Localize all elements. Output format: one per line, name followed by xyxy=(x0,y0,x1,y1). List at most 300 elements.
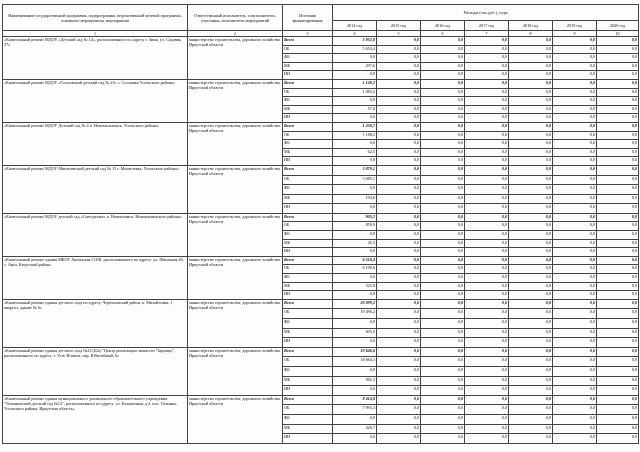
expense-value: 0,0 xyxy=(465,62,509,71)
funding-source: МБ xyxy=(283,239,333,248)
expense-value: 0,0 xyxy=(465,319,509,329)
expense-value: 0,0 xyxy=(553,434,597,444)
expense-value: 0,0 xyxy=(553,148,597,157)
expense-value: 0,0 xyxy=(509,79,553,88)
expense-value: 0,0 xyxy=(509,45,553,54)
header-year: 2017 год xyxy=(465,21,509,31)
expense-value: 0,0 xyxy=(421,122,465,131)
funding-source: ФБ xyxy=(283,414,333,424)
header-year: 2018 год xyxy=(509,21,553,31)
expense-value: 0,0 xyxy=(377,105,421,114)
expense-value: 0,0 xyxy=(553,265,597,274)
expense-value: 194,0 xyxy=(333,194,377,204)
expense-value: 0,0 xyxy=(421,328,465,338)
expense-value: 0,0 xyxy=(597,122,639,131)
budget-table xyxy=(2,4,639,444)
expense-value: 0,0 xyxy=(553,165,597,175)
expense-value: 0,0 xyxy=(465,328,509,338)
expense-value: 0,0 xyxy=(421,222,465,231)
expense-value: 0,0 xyxy=(597,105,639,114)
expense-value: 0,0 xyxy=(553,347,597,357)
expense-value: 0,0 xyxy=(377,122,421,131)
expense-value: 0,0 xyxy=(597,131,639,140)
expense-value: 0,0 xyxy=(421,213,465,222)
header-year: 2014 год xyxy=(333,21,377,31)
expense-value: 8 414,0 xyxy=(333,395,377,405)
expense-value: 0,0 xyxy=(597,248,639,257)
expense-value: 0,0 xyxy=(421,231,465,240)
expense-value: 0,0 xyxy=(597,165,639,175)
column-index: 3 xyxy=(283,31,333,37)
expense-value: 0,0 xyxy=(377,88,421,97)
expense-value: 0,0 xyxy=(421,309,465,319)
expense-value: 0,0 xyxy=(509,309,553,319)
expense-value: 0,0 xyxy=(597,386,639,396)
expense-value: 0,0 xyxy=(421,140,465,149)
expense-value: 0,0 xyxy=(597,405,639,415)
expense-value: 325,8 xyxy=(333,282,377,291)
expense-value: 0,0 xyxy=(421,357,465,367)
funding-source: ОБ xyxy=(283,265,333,274)
funding-source: ОБ xyxy=(283,88,333,97)
expense-value: 0,0 xyxy=(465,122,509,131)
expense-value: 0,0 xyxy=(377,175,421,185)
expense-value: 0,0 xyxy=(465,140,509,149)
expense-value: 0,0 xyxy=(377,424,421,434)
expense-value: 0,0 xyxy=(377,45,421,54)
expense-value: 0,0 xyxy=(421,114,465,123)
expense-value: 0,0 xyxy=(421,131,465,140)
expense-value: 0,0 xyxy=(377,148,421,157)
expense-value: 0,0 xyxy=(333,414,377,424)
table-row xyxy=(3,347,639,357)
expense-value: 0,0 xyxy=(421,265,465,274)
column-index: 5 xyxy=(377,31,421,37)
expense-value: 0,0 xyxy=(465,347,509,357)
header-expenses: Расходы (тыс.руб.), годы xyxy=(333,5,639,21)
table-row xyxy=(3,299,639,309)
expense-value: 0,0 xyxy=(421,395,465,405)
expense-value: 0,0 xyxy=(465,131,509,140)
expense-value: 0,0 xyxy=(377,357,421,367)
expense-value: 5 654,4 xyxy=(333,45,377,54)
table-row xyxy=(3,165,639,175)
funding-source: МБ xyxy=(283,376,333,386)
table-row xyxy=(3,37,639,46)
measure-name: «Капитальный ремонт здания детского сада №23 (62а) "Центр реализации личности "Зарница", расположенного по адресу: г. Усть-Илимск, пер. Юбилейный, 6» xyxy=(3,347,188,395)
expense-value: 0,0 xyxy=(597,239,639,248)
expense-value: 0,0 xyxy=(509,185,553,195)
expense-value: 0,0 xyxy=(509,405,553,415)
budget-table-sheet xyxy=(2,4,638,444)
expense-value: 0,0 xyxy=(465,231,509,240)
expense-value: 0,0 xyxy=(377,213,421,222)
expense-value: 0,0 xyxy=(465,386,509,396)
expense-value: 0,0 xyxy=(421,165,465,175)
expense-value: 0,0 xyxy=(377,299,421,309)
expense-value: 5 952,0 xyxy=(333,37,377,46)
expense-value: 0,0 xyxy=(333,54,377,63)
expense-value: 0,0 xyxy=(597,45,639,54)
expense-value: 0,0 xyxy=(377,395,421,405)
expense-value: 0,0 xyxy=(509,274,553,283)
expense-value: 0,0 xyxy=(509,165,553,175)
expense-value: 0,0 xyxy=(333,97,377,106)
funding-source: ОБ xyxy=(283,131,333,140)
funding-source: Всего xyxy=(283,165,333,175)
expense-value: 20 099,2 xyxy=(333,299,377,309)
expense-value: 0,0 xyxy=(553,97,597,106)
expense-value: 0,0 xyxy=(509,131,553,140)
funding-source: Всего xyxy=(283,37,333,46)
funding-source: ИИ xyxy=(283,114,333,123)
expense-value: 0,0 xyxy=(597,71,639,80)
funding-source: ФБ xyxy=(283,231,333,240)
column-index: 4 xyxy=(333,31,377,37)
table-row xyxy=(3,79,639,88)
measure-executor: министерство строительства, дорожного хозяйства Иркутской области xyxy=(188,256,283,299)
expense-value: 0,0 xyxy=(465,175,509,185)
expense-value: 0,0 xyxy=(597,140,639,149)
expense-value: 0,0 xyxy=(553,140,597,149)
expense-value: 0,0 xyxy=(553,45,597,54)
expense-value: 0,0 xyxy=(421,256,465,265)
funding-source: ИИ xyxy=(283,71,333,80)
expense-value: 0,0 xyxy=(421,62,465,71)
measure-name: «Капитальный ремонт МДОУ Мишелевский детский сад № 15 г. Мишелевка, Усольского района» xyxy=(3,165,188,213)
expense-value: 0,0 xyxy=(465,434,509,444)
expense-value: 0,0 xyxy=(421,175,465,185)
expense-value: 0,0 xyxy=(465,88,509,97)
expense-value: 0,0 xyxy=(553,414,597,424)
expense-value: 0,0 xyxy=(597,319,639,329)
column-index: 1 xyxy=(3,31,188,37)
expense-value: 0,0 xyxy=(553,222,597,231)
expense-value: 0,0 xyxy=(377,222,421,231)
expense-value: 0,0 xyxy=(377,386,421,396)
expense-value: 0,0 xyxy=(333,434,377,444)
expense-value: 18 664,3 xyxy=(333,357,377,367)
expense-value: 603,0 xyxy=(333,328,377,338)
expense-value: 0,0 xyxy=(421,194,465,204)
column-index: 7 xyxy=(465,31,509,37)
expense-value: 0,0 xyxy=(597,88,639,97)
expense-value: 0,0 xyxy=(421,434,465,444)
expense-value: 0,0 xyxy=(421,319,465,329)
expense-value: 0,0 xyxy=(553,231,597,240)
expense-value: 0,0 xyxy=(421,45,465,54)
expense-value: 0,0 xyxy=(421,97,465,106)
funding-source: ИИ xyxy=(283,291,333,300)
measure-executor: министерство строительства, дорожного хозяйства Иркутской области xyxy=(188,79,283,122)
expense-value: 297,6 xyxy=(333,62,377,71)
expense-value: 0,0 xyxy=(553,366,597,376)
expense-value: 0,0 xyxy=(377,54,421,63)
measure-executor: министерство строительства, дорожного хозяйства Иркутской области xyxy=(188,37,283,80)
expense-value: 0,0 xyxy=(377,194,421,204)
expense-value: 0,0 xyxy=(465,165,509,175)
measure-executor: министерство строительства, дорожного хозяйства Иркутской области xyxy=(188,165,283,213)
funding-source: Всего xyxy=(283,79,333,88)
expense-value: 0,0 xyxy=(509,88,553,97)
expense-value: 0,0 xyxy=(465,114,509,123)
funding-source: Всего xyxy=(283,347,333,357)
expense-value: 0,0 xyxy=(333,157,377,166)
expense-value: 0,0 xyxy=(465,256,509,265)
expense-value: 0,0 xyxy=(509,54,553,63)
expense-value: 0,0 xyxy=(597,291,639,300)
funding-source: Всего xyxy=(283,256,333,265)
expense-value: 0,0 xyxy=(509,395,553,405)
header-name: Наименование государственной программы, подпрограммы, ведомственной целевой программы, основного мероприятия, мероприятия xyxy=(3,5,188,31)
expense-value: 905,2 xyxy=(333,213,377,222)
expense-value: 0,0 xyxy=(377,338,421,348)
expense-value: 0,0 xyxy=(509,265,553,274)
funding-source: МБ xyxy=(283,328,333,338)
expense-value: 0,0 xyxy=(421,424,465,434)
expense-value: 0,0 xyxy=(553,291,597,300)
expense-value: 0,0 xyxy=(333,71,377,80)
expense-value: 0,0 xyxy=(553,309,597,319)
expense-value: 0,0 xyxy=(333,248,377,257)
measure-name: «Капитальный ремонт МДОУ «Сосновский детский сад № 23» с. Сосновка Усольского района» xyxy=(3,79,188,122)
expense-value: 0,0 xyxy=(465,54,509,63)
expense-value: 0,0 xyxy=(509,256,553,265)
expense-value: 0,0 xyxy=(377,165,421,175)
expense-value: 0,0 xyxy=(597,376,639,386)
expense-value: 0,0 xyxy=(509,204,553,214)
expense-value: 0,0 xyxy=(333,386,377,396)
expense-value: 0,0 xyxy=(553,62,597,71)
expense-value: 0,0 xyxy=(509,222,553,231)
expense-value: 0,0 xyxy=(333,114,377,123)
expense-value: 0,0 xyxy=(553,248,597,257)
funding-source: ОБ xyxy=(283,222,333,231)
expense-value: 0,0 xyxy=(509,366,553,376)
expense-value: 0,0 xyxy=(509,291,553,300)
expense-value: 0,0 xyxy=(377,319,421,329)
expense-value: 0,0 xyxy=(377,97,421,106)
expense-value: 3 879,1 xyxy=(333,165,377,175)
expense-value: 0,0 xyxy=(509,248,553,257)
expense-value: 0,0 xyxy=(509,71,553,80)
expense-value: 0,0 xyxy=(465,265,509,274)
column-index: 2 xyxy=(188,31,283,37)
expense-value: 0,0 xyxy=(377,405,421,415)
expense-value: 0,0 xyxy=(465,204,509,214)
measure-name: «Капитальный ремонт здания МКОУ Ангинская СОШ, расположенного по адресу: ул. Школьная,40, с. Анга, Качугский район» xyxy=(3,256,188,299)
funding-source: Всего xyxy=(283,395,333,405)
expense-value: 0,0 xyxy=(377,376,421,386)
expense-value: 0,0 xyxy=(421,79,465,88)
expense-value: 0,0 xyxy=(333,231,377,240)
expense-value: 0,0 xyxy=(509,114,553,123)
expense-value: 0,0 xyxy=(377,248,421,257)
expense-value: 0,0 xyxy=(553,175,597,185)
expense-value: 0,0 xyxy=(553,157,597,166)
expense-value: 1 140,2 xyxy=(333,79,377,88)
header-year: 2015 год xyxy=(377,21,421,31)
expense-value: 0,0 xyxy=(553,338,597,348)
expense-value: 0,0 xyxy=(421,105,465,114)
expense-value: 0,0 xyxy=(509,157,553,166)
expense-value: 0,0 xyxy=(597,185,639,195)
expense-value: 0,0 xyxy=(465,424,509,434)
expense-value: 0,0 xyxy=(553,328,597,338)
expense-value: 0,0 xyxy=(553,122,597,131)
expense-value: 0,0 xyxy=(377,274,421,283)
funding-source: МБ xyxy=(283,424,333,434)
measure-name: «Капитальный ремонт МДОУ «Детский сад № 14», расположенного по адресу г. Зима, ул. Садовая, 37» xyxy=(3,37,188,80)
expense-value: 0,0 xyxy=(553,239,597,248)
expense-value: 0,0 xyxy=(465,37,509,46)
expense-value: 0,0 xyxy=(597,414,639,424)
expense-value: 0,0 xyxy=(333,366,377,376)
expense-value: 0,0 xyxy=(377,347,421,357)
expense-value: 0,0 xyxy=(421,282,465,291)
expense-value: 62,5 xyxy=(333,148,377,157)
expense-value: 0,0 xyxy=(509,386,553,396)
header-year: 2016 год xyxy=(421,21,465,31)
expense-value: 0,0 xyxy=(377,185,421,195)
expense-value: 0,0 xyxy=(553,54,597,63)
expense-value: 0,0 xyxy=(597,62,639,71)
column-index: 6 xyxy=(421,31,465,37)
expense-value: 0,0 xyxy=(421,157,465,166)
expense-value: 0,0 xyxy=(333,291,377,300)
expense-value: 0,0 xyxy=(597,222,639,231)
expense-value: 0,0 xyxy=(421,185,465,195)
expense-value: 0,0 xyxy=(553,185,597,195)
expense-value: 0,0 xyxy=(597,204,639,214)
table-row xyxy=(3,122,639,131)
funding-source: Всего xyxy=(283,299,333,309)
expense-value: 0,0 xyxy=(597,357,639,367)
expense-value: 0,0 xyxy=(553,424,597,434)
expense-value: 0,0 xyxy=(465,105,509,114)
expense-value: 0,0 xyxy=(377,309,421,319)
expense-value: 0,0 xyxy=(597,299,639,309)
expense-value: 0,0 xyxy=(597,114,639,123)
expense-value: 19 496,2 xyxy=(333,309,377,319)
expense-value: 0,0 xyxy=(597,54,639,63)
funding-source: ИИ xyxy=(283,338,333,348)
expense-value: 0,0 xyxy=(465,395,509,405)
measure-executor: министерство строительства, дорожного хозяйства Иркутской области xyxy=(188,213,283,256)
expense-value: 0,0 xyxy=(509,213,553,222)
expense-value: 0,0 xyxy=(465,213,509,222)
expense-value: 0,0 xyxy=(509,376,553,386)
expense-value: 6 516,4 xyxy=(333,256,377,265)
expense-value: 0,0 xyxy=(377,37,421,46)
expense-value: 0,0 xyxy=(553,204,597,214)
funding-source: ФБ xyxy=(283,140,333,149)
expense-value: 0,0 xyxy=(553,105,597,114)
expense-value: 0,0 xyxy=(377,328,421,338)
expense-value: 0,0 xyxy=(465,405,509,415)
funding-source: МБ xyxy=(283,282,333,291)
expense-value: 0,0 xyxy=(597,366,639,376)
expense-value: 0,0 xyxy=(465,309,509,319)
expense-value: 0,0 xyxy=(377,131,421,140)
funding-source: Всего xyxy=(283,213,333,222)
expense-value: 1 250,7 xyxy=(333,122,377,131)
expense-value: 0,0 xyxy=(377,282,421,291)
expense-value: 7 993,3 xyxy=(333,405,377,415)
expense-value: 0,0 xyxy=(421,248,465,257)
expense-value: 0,0 xyxy=(377,114,421,123)
expense-value: 0,0 xyxy=(553,88,597,97)
expense-value: 0,0 xyxy=(509,424,553,434)
expense-value: 0,0 xyxy=(421,347,465,357)
table-row xyxy=(3,213,639,222)
expense-value: 0,0 xyxy=(553,131,597,140)
measure-executor: министерство строительства, дорожного хозяйства Иркутской области xyxy=(188,347,283,395)
expense-value: 0,0 xyxy=(553,299,597,309)
column-index: 10 xyxy=(597,31,639,37)
expense-value: 3 685,1 xyxy=(333,175,377,185)
funding-source: ИИ xyxy=(283,386,333,396)
funding-source: ФБ xyxy=(283,319,333,329)
funding-source: МБ xyxy=(283,194,333,204)
expense-value: 0,0 xyxy=(509,97,553,106)
expense-value: 0,0 xyxy=(597,148,639,157)
expense-value: 0,0 xyxy=(421,405,465,415)
expense-value: 420,7 xyxy=(333,424,377,434)
funding-source: ФБ xyxy=(283,274,333,283)
expense-value: 0,0 xyxy=(465,148,509,157)
expense-value: 0,0 xyxy=(377,62,421,71)
expense-value: 0,0 xyxy=(333,338,377,348)
expense-value: 0,0 xyxy=(553,386,597,396)
funding-source: ФБ xyxy=(283,366,333,376)
expense-value: 0,0 xyxy=(597,37,639,46)
expense-value: 0,0 xyxy=(553,213,597,222)
funding-source: МБ xyxy=(283,148,333,157)
measure-executor: министерство строительства, дорожного хозяйства Иркутской области xyxy=(188,299,283,347)
expense-value: 0,0 xyxy=(465,222,509,231)
expense-value: 0,0 xyxy=(553,79,597,88)
measure-executor: министерство строительства, дорожного хозяйства Иркутской области xyxy=(188,122,283,165)
expense-value: 0,0 xyxy=(465,157,509,166)
expense-value: 0,0 xyxy=(509,194,553,204)
expense-value: 0,0 xyxy=(597,424,639,434)
expense-value: 0,0 xyxy=(421,239,465,248)
expense-value: 0,0 xyxy=(597,194,639,204)
expense-value: 0,0 xyxy=(377,231,421,240)
expense-value: 0,0 xyxy=(597,175,639,185)
funding-source: ФБ xyxy=(283,54,333,63)
expense-value: 0,0 xyxy=(509,239,553,248)
expense-value: 0,0 xyxy=(553,71,597,80)
expense-value: 0,0 xyxy=(465,291,509,300)
expense-value: 6 190,6 xyxy=(333,265,377,274)
expense-value: 0,0 xyxy=(377,256,421,265)
expense-value: 0,0 xyxy=(333,140,377,149)
expense-value: 0,0 xyxy=(377,265,421,274)
funding-source: ИИ xyxy=(283,434,333,444)
expense-value: 0,0 xyxy=(377,71,421,80)
expense-value: 0,0 xyxy=(553,256,597,265)
expense-value: 0,0 xyxy=(465,45,509,54)
expense-value: 0,0 xyxy=(597,338,639,348)
expense-value: 0,0 xyxy=(421,274,465,283)
expense-value: 0,0 xyxy=(509,140,553,149)
expense-value: 0,0 xyxy=(421,37,465,46)
expense-value: 0,0 xyxy=(553,395,597,405)
expense-value: 1 083,2 xyxy=(333,88,377,97)
expense-value: 45,3 xyxy=(333,239,377,248)
